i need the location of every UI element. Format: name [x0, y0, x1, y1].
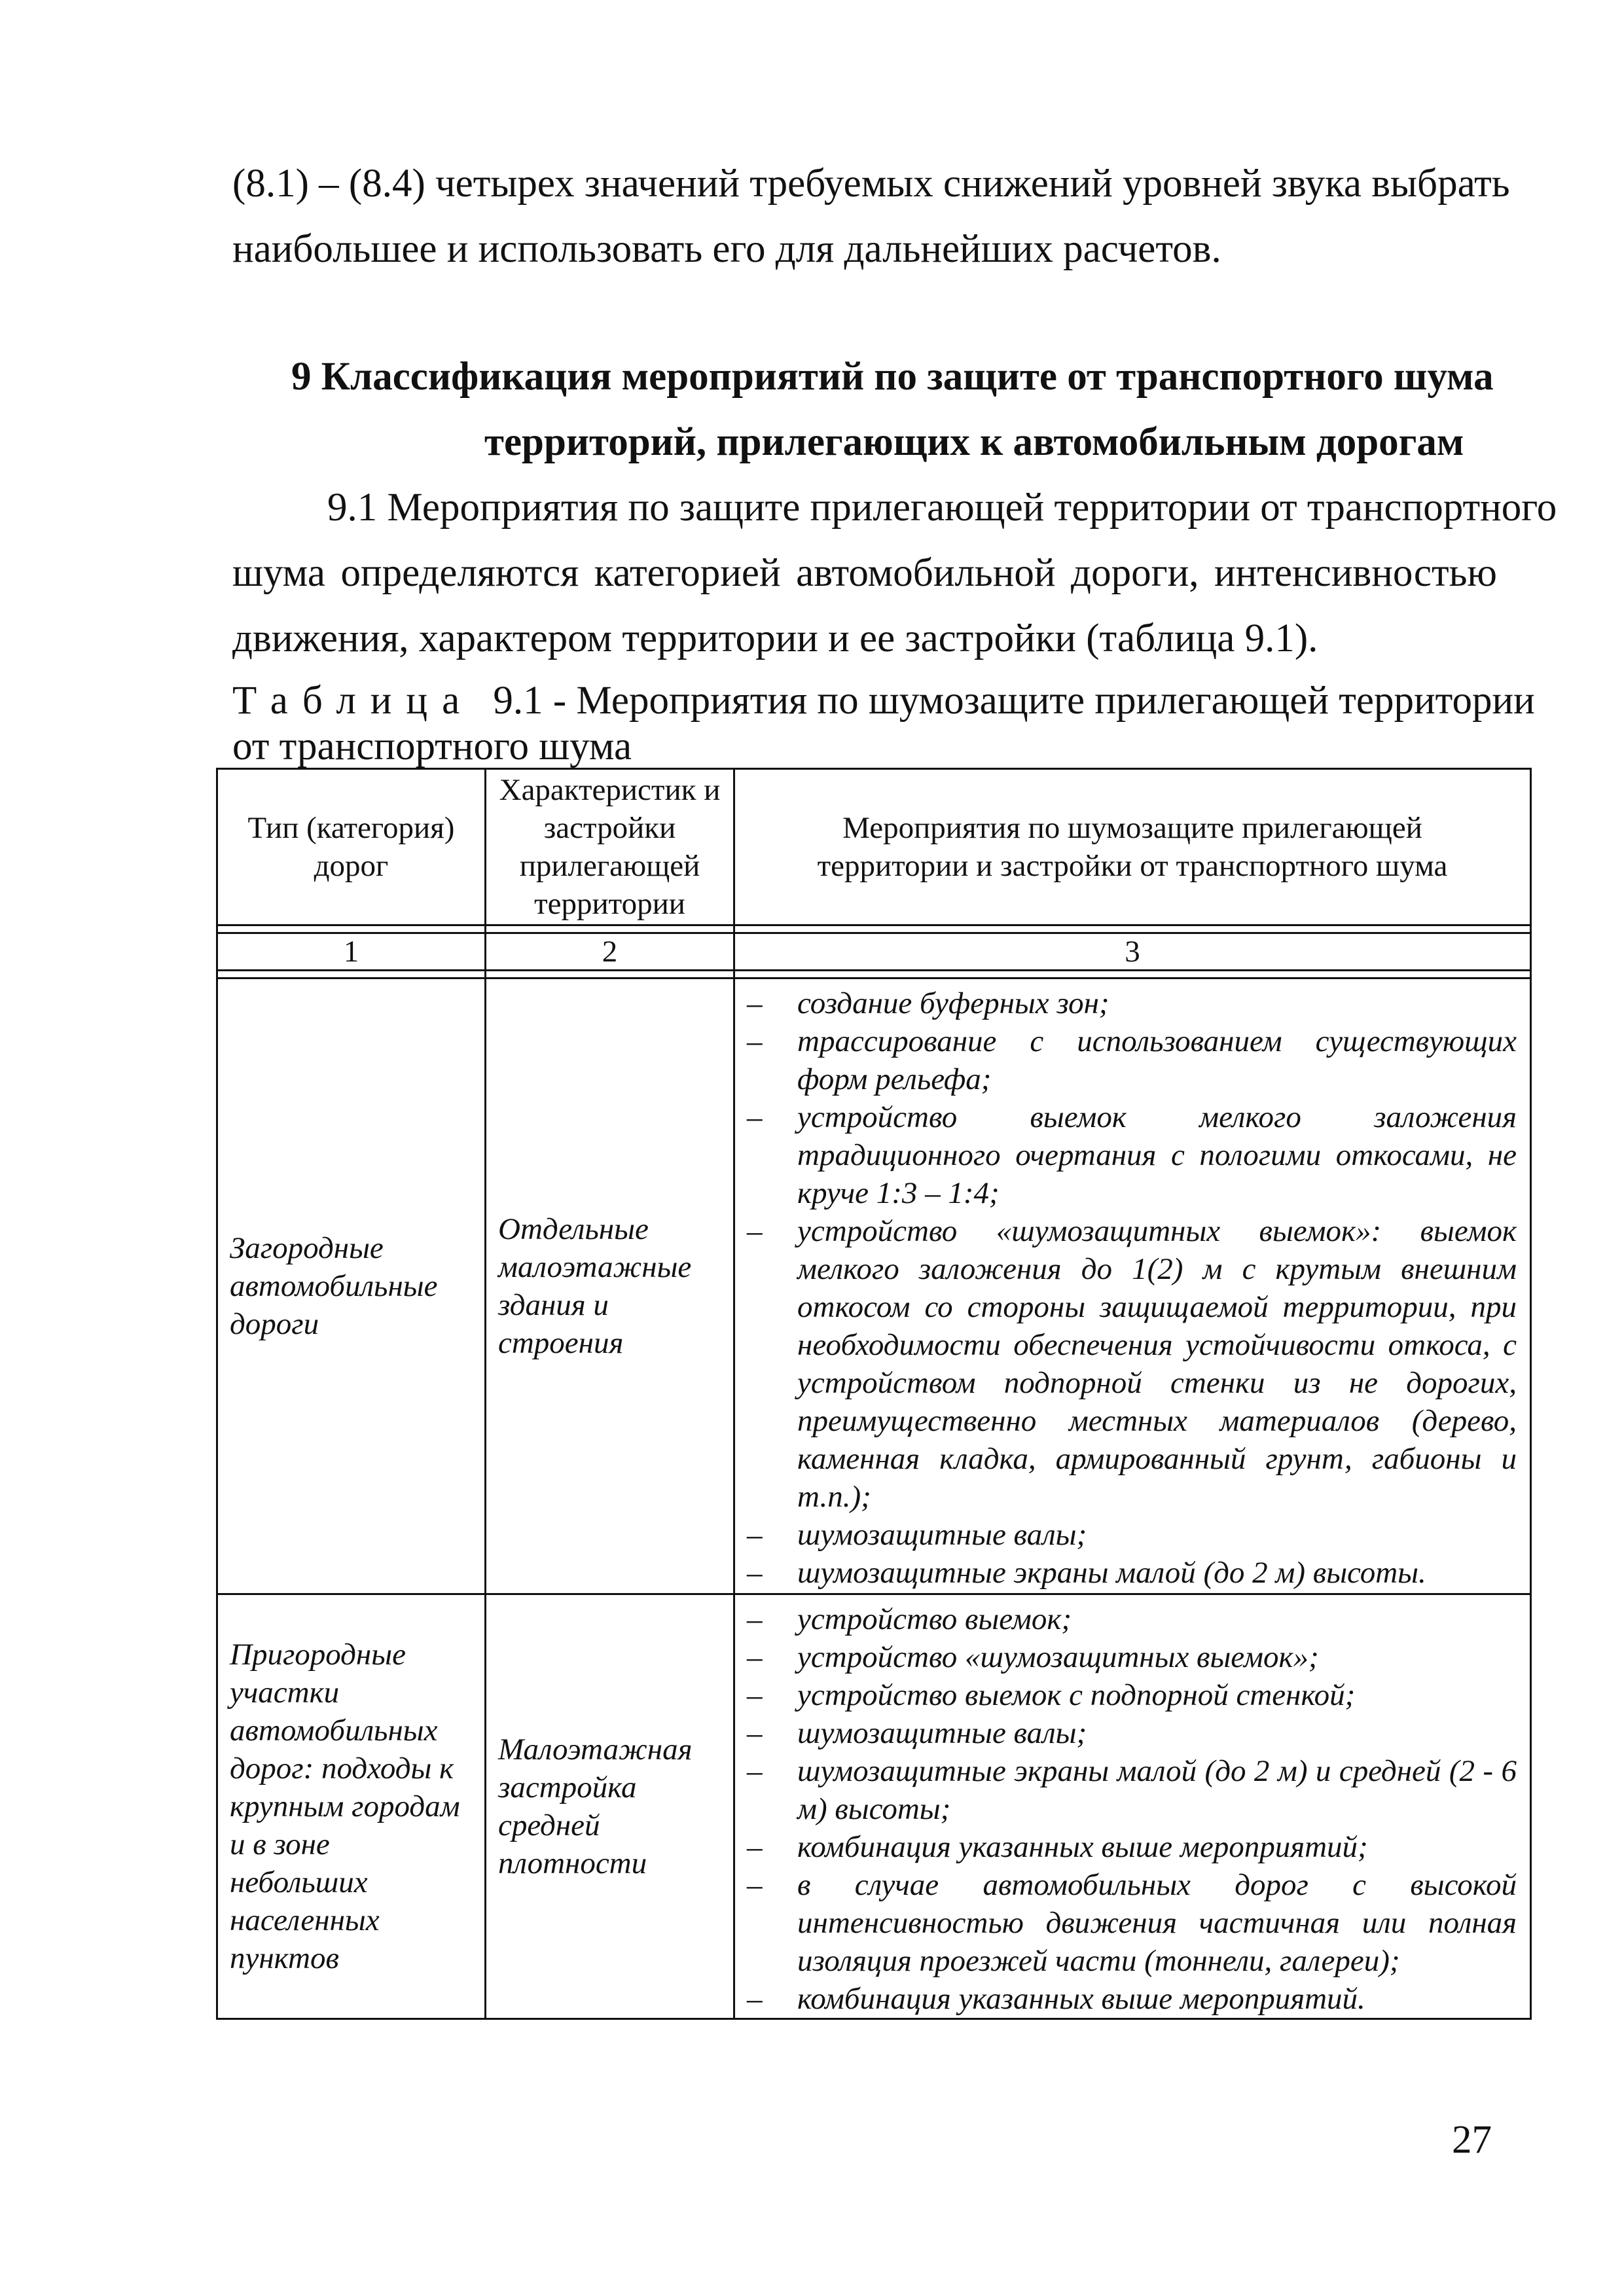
measure-item: – устройство выемок;	[735, 1600, 1517, 1638]
section-heading-line-2: территорий, прилегающих к автомобильным дорогам	[484, 420, 1464, 464]
road-type-text: Загородные автомобильные дороги	[230, 1231, 438, 1341]
header-road-type: Тип (категория) дорог	[217, 769, 486, 925]
measure-item: – шумозащитные экраны малой (до 2 м) высоты.	[735, 1554, 1517, 1592]
page-number: 27	[1452, 2118, 1492, 2162]
table-caption-label: Таблица	[232, 679, 475, 723]
measure-item: – комбинация указанных выше мероприятий.	[735, 1980, 1517, 2018]
table-caption-text: 9.1 - Мероприятия по шумозащите прилегающей территории	[493, 679, 1535, 723]
characteristic-text: Малоэтажная застройка средней плотности	[498, 1732, 693, 1880]
road-type-text: Пригородные участки автомобильных дорог: подходы к крупным городам и в зоне небольших населенных пунктов	[230, 1638, 460, 1975]
measure-item: – шумозащитные валы;	[735, 1714, 1517, 1752]
characteristic-cell	[486, 1594, 734, 2019]
measure-item: – шумозащитные экраны малой (до 2 м) и средней (2 - 6 м) высоты;	[735, 1752, 1517, 1828]
road-type-cell	[217, 978, 486, 1594]
characteristic-text: Отдельные малоэтажные здания и строения	[498, 1212, 692, 1360]
table-row	[217, 978, 1531, 1594]
header-separator	[217, 925, 1531, 933]
measure-item: – трассирование с использованием существующих форм рельефа;	[735, 1022, 1517, 1098]
road-type-cell	[217, 1594, 486, 2019]
intro-line-1: (8.1) – (8.4) четырех значений требуемых снижений уровней звука выбрать	[232, 162, 1510, 206]
table-caption-line-2: от транспортного шума	[232, 725, 632, 768]
measure-item: – комбинация указанных выше мероприятий;	[735, 1828, 1517, 1866]
column-number-1: 1	[217, 933, 486, 971]
column-number-3: 3	[734, 933, 1531, 971]
number-separator	[217, 971, 1531, 978]
measures-list	[735, 1595, 1530, 2018]
measure-item: – устройство «шумозащитных выемок»: выемок мелкого заложения до 1(2) м с крутым внешним откосом со стороны защищаемой территории, при необходимости обеспечения устойчивости откоса, с устройством подпорной стенки из не дорогих, преимущественно местных материалов (дерево, каменная кладка, армированный грунт, габионы и т.п.);	[735, 1212, 1517, 1516]
measures-cell	[734, 1594, 1531, 2019]
table-caption	[232, 679, 1535, 723]
measure-item: – устройство «шумозащитных выемок»;	[735, 1638, 1517, 1676]
paragraph-line-2: шума определяются категорией автомобильной дороги, интенсивностью	[232, 551, 1497, 595]
measures-table	[216, 768, 1532, 2020]
table-number-row	[217, 933, 1531, 971]
measures-list	[735, 979, 1530, 1592]
measure-item: – шумозащитные валы;	[735, 1516, 1517, 1554]
measure-item: – устройство выемок с подпорной стенкой;	[735, 1676, 1517, 1714]
measure-item: – в случае автомобильных дорог с высокой интенсивностью движения частичная или полная изоляция проезжей части (тоннели, галереи);	[735, 1866, 1517, 1980]
measures-cell	[734, 978, 1531, 1594]
header-characteristic: Характеристик и застройки прилегающей территории	[486, 769, 734, 925]
characteristic-cell	[486, 978, 734, 1594]
column-number-2: 2	[486, 933, 734, 971]
header-measures: Мероприятия по шумозащите прилегающей территории и застройки от транспортного шума	[734, 769, 1531, 925]
section-heading-line-1: 9 Классификация мероприятий по защите от транспортного шума	[291, 355, 1494, 399]
table-row	[217, 1594, 1531, 2019]
measure-item: – создание буферных зон;	[735, 984, 1517, 1022]
table-header-row	[217, 769, 1531, 925]
paragraph-line-1: 9.1 Мероприятия по защите прилегающей территории от транспортного	[327, 486, 1557, 529]
intro-line-2: наибольшее и использовать его для дальнейших расчетов.	[232, 227, 1221, 271]
measure-item: – устройство выемок мелкого заложения традиционного очертания с пологими откосами, не круче 1:3 – 1:4;	[735, 1098, 1517, 1212]
paragraph-line-3: движения, характером территории и ее застройки (таблица 9.1).	[232, 617, 1318, 660]
